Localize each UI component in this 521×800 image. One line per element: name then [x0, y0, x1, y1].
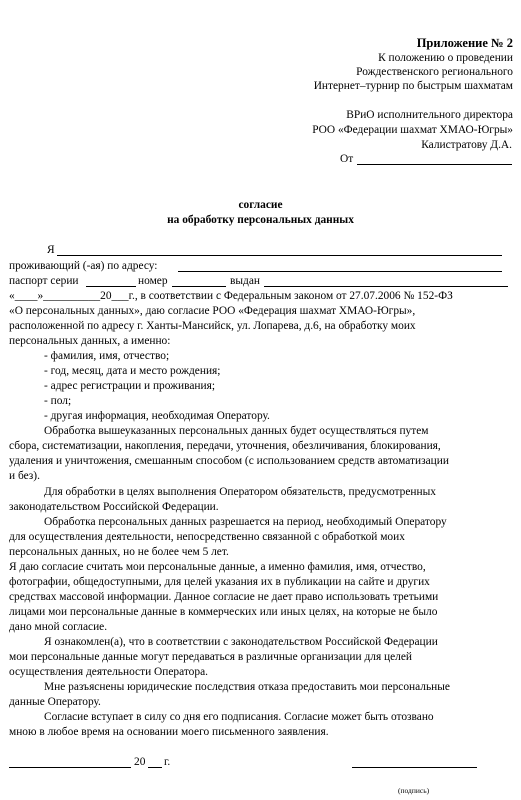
passport-number-label: номер	[138, 275, 168, 287]
list-item: - адрес регистрации и проживания;	[44, 380, 215, 392]
p5-line-5: дано мной согласие.	[9, 621, 108, 633]
address-label: проживающий (-ая) по адресу:	[9, 260, 158, 272]
header-line-2: Рождественского регионального	[356, 66, 513, 78]
address-blank[interactable]	[178, 271, 502, 272]
p2-line-3: удаления и уничтожения, смешанным способом (с использованием средств автоматизации	[9, 455, 449, 467]
list-item: - фамилия, имя, отчество;	[44, 350, 170, 362]
passport-issued-blank[interactable]	[264, 286, 508, 287]
p4-line-1: Обработка персональных данных разрешается на период, необходимый Оператору	[44, 516, 447, 528]
signature-caption: (подпись)	[398, 786, 430, 795]
p5-line-1: Я даю согласие считать мои персональные данные, а именно фамилия, имя, отчество,	[9, 561, 426, 573]
passport-issued-label: выдан	[230, 275, 260, 287]
list-item: - год, месяц, дата и место рождения;	[44, 365, 221, 377]
p2-line-4: и без).	[9, 470, 40, 482]
list-item: - другая информация, необходимая Оператору.	[44, 410, 270, 422]
signature-blank[interactable]	[352, 767, 477, 768]
p5-line-4: лицами мои персональные данные в коммерческих или иных целях, на которые не было	[9, 606, 438, 618]
p3-line-2: законодательством Российской Федерации.	[9, 501, 219, 513]
date-blank[interactable]	[9, 767, 131, 768]
p8-line-1: Согласие вступает в силу со дня его подписания. Согласие может быть отозвано	[44, 711, 434, 723]
year-suffix: г.	[164, 756, 171, 768]
p6-line-1: Я ознакомлен(а), что в соответствии с законодательством Российской Федерации	[44, 636, 438, 648]
p1-line-3: персональных данных, а именно:	[9, 335, 171, 347]
p8-line-2: мною в любое время на основании моего письменного заявления.	[9, 726, 329, 738]
passport-series-blank[interactable]	[86, 286, 136, 287]
year-blank[interactable]	[148, 767, 162, 768]
from-label: От	[340, 153, 354, 165]
date-law-line: «____»__________20___г., в соответствии с Федеральным законом от 27.07.2006 № 152-ФЗ	[9, 290, 453, 302]
p3-line-1: Для обработки в целях выполнения Оператором обязательств, предусмотренных	[44, 486, 436, 498]
p5-line-2: фотографии, общедоступными, для целей указания их в публикации на сайте и других	[9, 576, 430, 588]
header-line-1: К положению о проведении	[378, 52, 513, 64]
passport-series-label: паспорт серии	[9, 275, 79, 287]
p6-line-2: мои персональные данные могут передаваться в различные организации для целей	[9, 651, 413, 663]
p7-line-2: данные Оператору.	[9, 696, 101, 708]
appendix-title: Приложение № 2	[416, 36, 513, 50]
p4-line-3: персональных данных, но не более чем 5 лет.	[9, 546, 229, 558]
doc-title-2: на обработку персональных данных	[167, 214, 354, 226]
ya-label: Я	[47, 244, 55, 256]
p1-line-1: «О персональных данных», даю согласие РОО «Федерация шахмат ХМАО-Югры»,	[9, 305, 416, 317]
p7-line-1: Мне разъяснены юридические последствия отказа предоставить мои персональные	[44, 681, 450, 693]
p4-line-2: для осуществления деятельности, непосредственно связанной с обработкой моих	[9, 531, 405, 543]
header-line-3: Интернет–турнир по быстрым шахматам	[313, 80, 513, 92]
addressee-line-3: Калистратову Д.А.	[421, 139, 512, 151]
year-prefix: 20	[134, 756, 146, 768]
p2-line-1: Обработка вышеуказанных персональных данных будет осуществляться путем	[44, 425, 429, 437]
p6-line-3: осуществления деятельности Оператора.	[9, 666, 208, 678]
passport-number-blank[interactable]	[172, 286, 226, 287]
fullname-blank[interactable]	[57, 255, 502, 256]
from-blank[interactable]	[357, 164, 512, 165]
p2-line-2: сбора, систематизации, накопления, передачи, уточнения, обезличивания, блокирования,	[9, 440, 441, 452]
list-item: - пол;	[44, 395, 72, 407]
p1-line-2: расположенной по адресу г. Ханты-Мансийск, ул. Лопарева, д.6, на обработку моих	[9, 320, 416, 332]
doc-title-1: согласие	[238, 199, 283, 211]
p5-line-3: средствах массовой информации. Данное согласие не дает право использовать третьими	[9, 591, 439, 603]
addressee-line-2: РОО «Федерации шахмат ХМАО-Югры»	[312, 124, 513, 136]
addressee-line-1: ВРиО исполнительного директора	[346, 109, 513, 121]
